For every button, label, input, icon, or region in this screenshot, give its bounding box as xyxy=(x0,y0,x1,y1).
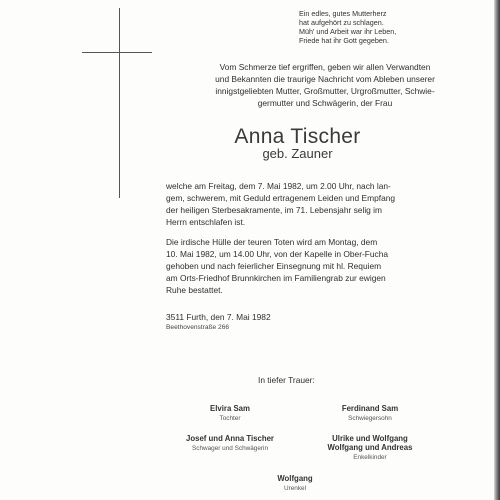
intro-line: und Bekannten die traurige Nachricht vom Ableben unserer xyxy=(215,74,435,84)
cross-horizontal-beam xyxy=(82,52,152,53)
paragraph-line: gem, schwerem, mit Geduld ertragenem Leiden und Empfang xyxy=(166,193,396,203)
scan-edge-shadow xyxy=(494,0,500,500)
funeral-details-paragraph xyxy=(166,236,484,296)
mourner-entry xyxy=(305,434,435,461)
intro-line: Vom Schmerze tief ergriffen, geben wir allen Verwandten xyxy=(219,62,431,72)
mourner-relation: Urenkel xyxy=(283,485,307,492)
mourner-name: Josef und Anna Tischer xyxy=(186,434,274,443)
mourner-relation: Schwiegersohn xyxy=(348,415,392,422)
verse-line: Müh' und Arbeit war ihr Leben, xyxy=(299,27,397,36)
mourning-heading: In tiefer Trauer: xyxy=(258,375,315,385)
mourner-relation: Tochter xyxy=(219,415,241,422)
mourner-entry xyxy=(190,404,270,422)
paragraph-line: der heiligen Sterbesakramente, im 71. Lebensjahr selig im xyxy=(166,205,383,215)
mourner-name: Wolfgang und Andreas xyxy=(327,443,413,452)
intro-line: innigstgeliebten Mutter, Großmutter, Urgroßmutter, Schwie- xyxy=(215,86,435,96)
cross-symbol xyxy=(82,8,152,198)
mourner-entry xyxy=(310,404,430,422)
paragraph-line: Die irdische Hülle der teuren Toten wird am Montag, dem xyxy=(166,237,378,247)
mourner-name: Ulrike und Wolfgang xyxy=(332,434,408,443)
verse-line: hat aufgehört zu schlagen. xyxy=(299,18,384,27)
mourner-name: Wolfgang xyxy=(277,474,313,483)
mourner-name: Ferdinand Sam xyxy=(341,404,399,413)
paragraph-line: Ruhe bestattet. xyxy=(166,285,223,295)
place-and-date: 3511 Furth, den 7. Mai 1982 xyxy=(166,312,271,322)
paragraph-line: 10. Mai 1982, um 14.00 Uhr, von der Kapelle in Ober-Fucha xyxy=(166,249,389,259)
paragraph-line: welche am Freitag, dem 7. Mai 1982, um 2.00 Uhr, nach lan- xyxy=(166,181,391,191)
mourner-relation: Schwager und Schwägerin xyxy=(191,445,269,452)
mourner-entry xyxy=(170,434,290,452)
verse-line: Ein edles, gutes Mutterherz xyxy=(299,9,387,18)
deceased-name: Anna Tischer xyxy=(234,125,361,148)
cross-vertical-beam xyxy=(119,8,120,198)
memorial-verse xyxy=(299,9,489,45)
verse-line: Friede hat ihr Gott gegeben. xyxy=(299,36,389,45)
death-details-paragraph xyxy=(166,180,484,228)
maiden-name: geb. Zauner xyxy=(262,146,333,161)
mourner-entry xyxy=(255,474,335,492)
intro-line: germutter und Schwägerin, der Frau xyxy=(257,98,393,108)
paragraph-line: am Orts-Friedhof Brunnkirchen im Familiengrab zur ewigen xyxy=(166,273,386,283)
paragraph-line: Herrn entschlafen ist. xyxy=(166,217,246,227)
mourner-name: Elvira Sam xyxy=(210,404,250,413)
paragraph-line: gehoben und nach feierlicher Einsegnung mit hl. Requiem xyxy=(166,261,382,271)
mourner-relation: Enkelkinder xyxy=(353,454,387,461)
street-address: Beethovenstraße 266 xyxy=(166,324,230,331)
intro-text xyxy=(160,61,490,109)
